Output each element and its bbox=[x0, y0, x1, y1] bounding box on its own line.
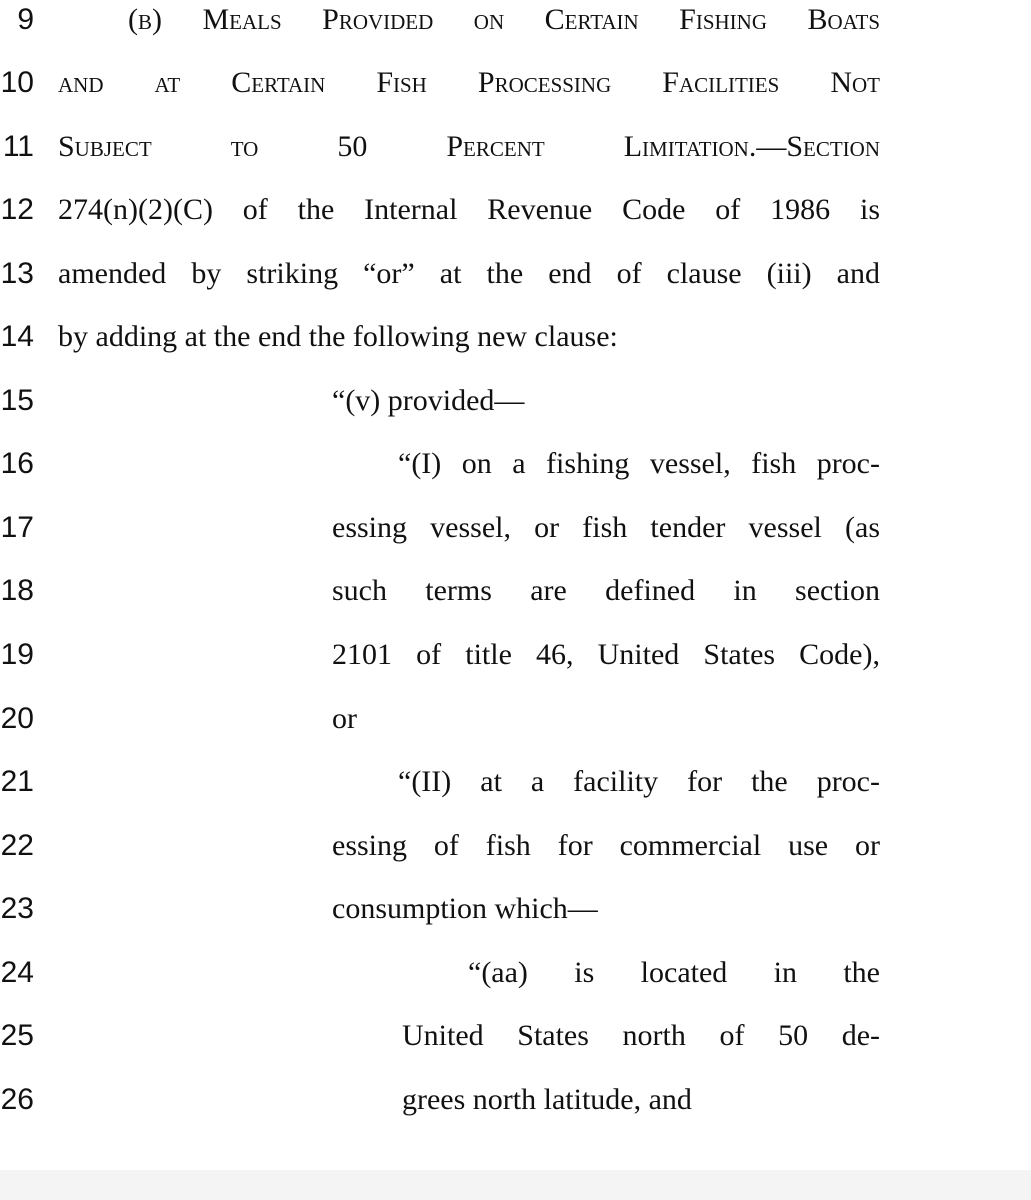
line-number: 26 bbox=[0, 1083, 34, 1116]
text-line bbox=[0, 762, 1031, 802]
line-number: 14 bbox=[0, 320, 34, 353]
text-line bbox=[0, 254, 1031, 294]
text-line bbox=[0, 1016, 1031, 1056]
line-number: 20 bbox=[0, 702, 34, 735]
line-number: 15 bbox=[0, 384, 34, 417]
line-text: essing vessel, or fish tender vessel (as bbox=[332, 511, 880, 544]
text-line bbox=[0, 381, 1031, 421]
line-number: 25 bbox=[0, 1019, 34, 1052]
line-text: “(v) provided— bbox=[332, 384, 525, 417]
line-text: essing of fish for commercial use or bbox=[332, 829, 880, 862]
text-line bbox=[0, 508, 1031, 548]
text-line bbox=[0, 63, 1031, 103]
line-text: “(I) on a fishing vessel, fish proc- bbox=[398, 447, 880, 480]
text-line bbox=[0, 571, 1031, 611]
line-number: 24 bbox=[0, 956, 34, 989]
line-text: United States north of 50 de- bbox=[402, 1019, 880, 1052]
line-text: such terms are defined in section bbox=[332, 574, 880, 607]
line-number: 17 bbox=[0, 511, 34, 544]
line-number: 19 bbox=[0, 638, 34, 671]
line-number: 22 bbox=[0, 829, 34, 862]
line-text: “(aa) is located in the bbox=[468, 956, 880, 989]
line-number: 18 bbox=[0, 574, 34, 607]
line-number: 10 bbox=[0, 66, 34, 99]
line-number: 9 bbox=[17, 3, 34, 36]
text-line bbox=[0, 889, 1031, 929]
line-number: 12 bbox=[0, 193, 34, 226]
text-line bbox=[0, 317, 1031, 357]
text-line bbox=[0, 127, 1031, 167]
line-text: by adding at the end the following new clause: bbox=[58, 320, 618, 353]
line-number: 13 bbox=[0, 257, 34, 290]
line-text: amended by striking “or” at the end of clause (iii) and bbox=[58, 257, 880, 290]
line-text: (b) Meals Provided on Certain Fishing Boats bbox=[128, 3, 880, 36]
line-text: “(II) at a facility for the proc- bbox=[398, 765, 880, 798]
text-line bbox=[0, 190, 1031, 230]
line-text: Subject to 50 Percent Limitation.—Section bbox=[58, 130, 880, 163]
text-line bbox=[0, 444, 1031, 484]
line-text: 2101 of title 46, United States Code), bbox=[332, 638, 880, 671]
line-number: 11 bbox=[2, 130, 34, 163]
text-line bbox=[0, 0, 1031, 40]
text-line bbox=[0, 1080, 1031, 1120]
line-text: grees north latitude, and bbox=[402, 1083, 692, 1116]
text-line bbox=[0, 953, 1031, 993]
line-number: 21 bbox=[0, 765, 34, 798]
line-number: 16 bbox=[0, 447, 34, 480]
text-line bbox=[0, 635, 1031, 675]
text-line bbox=[0, 826, 1031, 866]
line-text: or bbox=[332, 702, 357, 735]
line-text: 274(n)(2)(C) of the Internal Revenue Code of 1986 is bbox=[58, 193, 880, 226]
page-bottom-band bbox=[0, 1170, 1031, 1200]
text-line bbox=[0, 699, 1031, 739]
line-text: and at Certain Fish Processing Facilities Not bbox=[58, 66, 880, 99]
line-text: consumption which— bbox=[332, 892, 598, 925]
line-number: 23 bbox=[0, 892, 34, 925]
